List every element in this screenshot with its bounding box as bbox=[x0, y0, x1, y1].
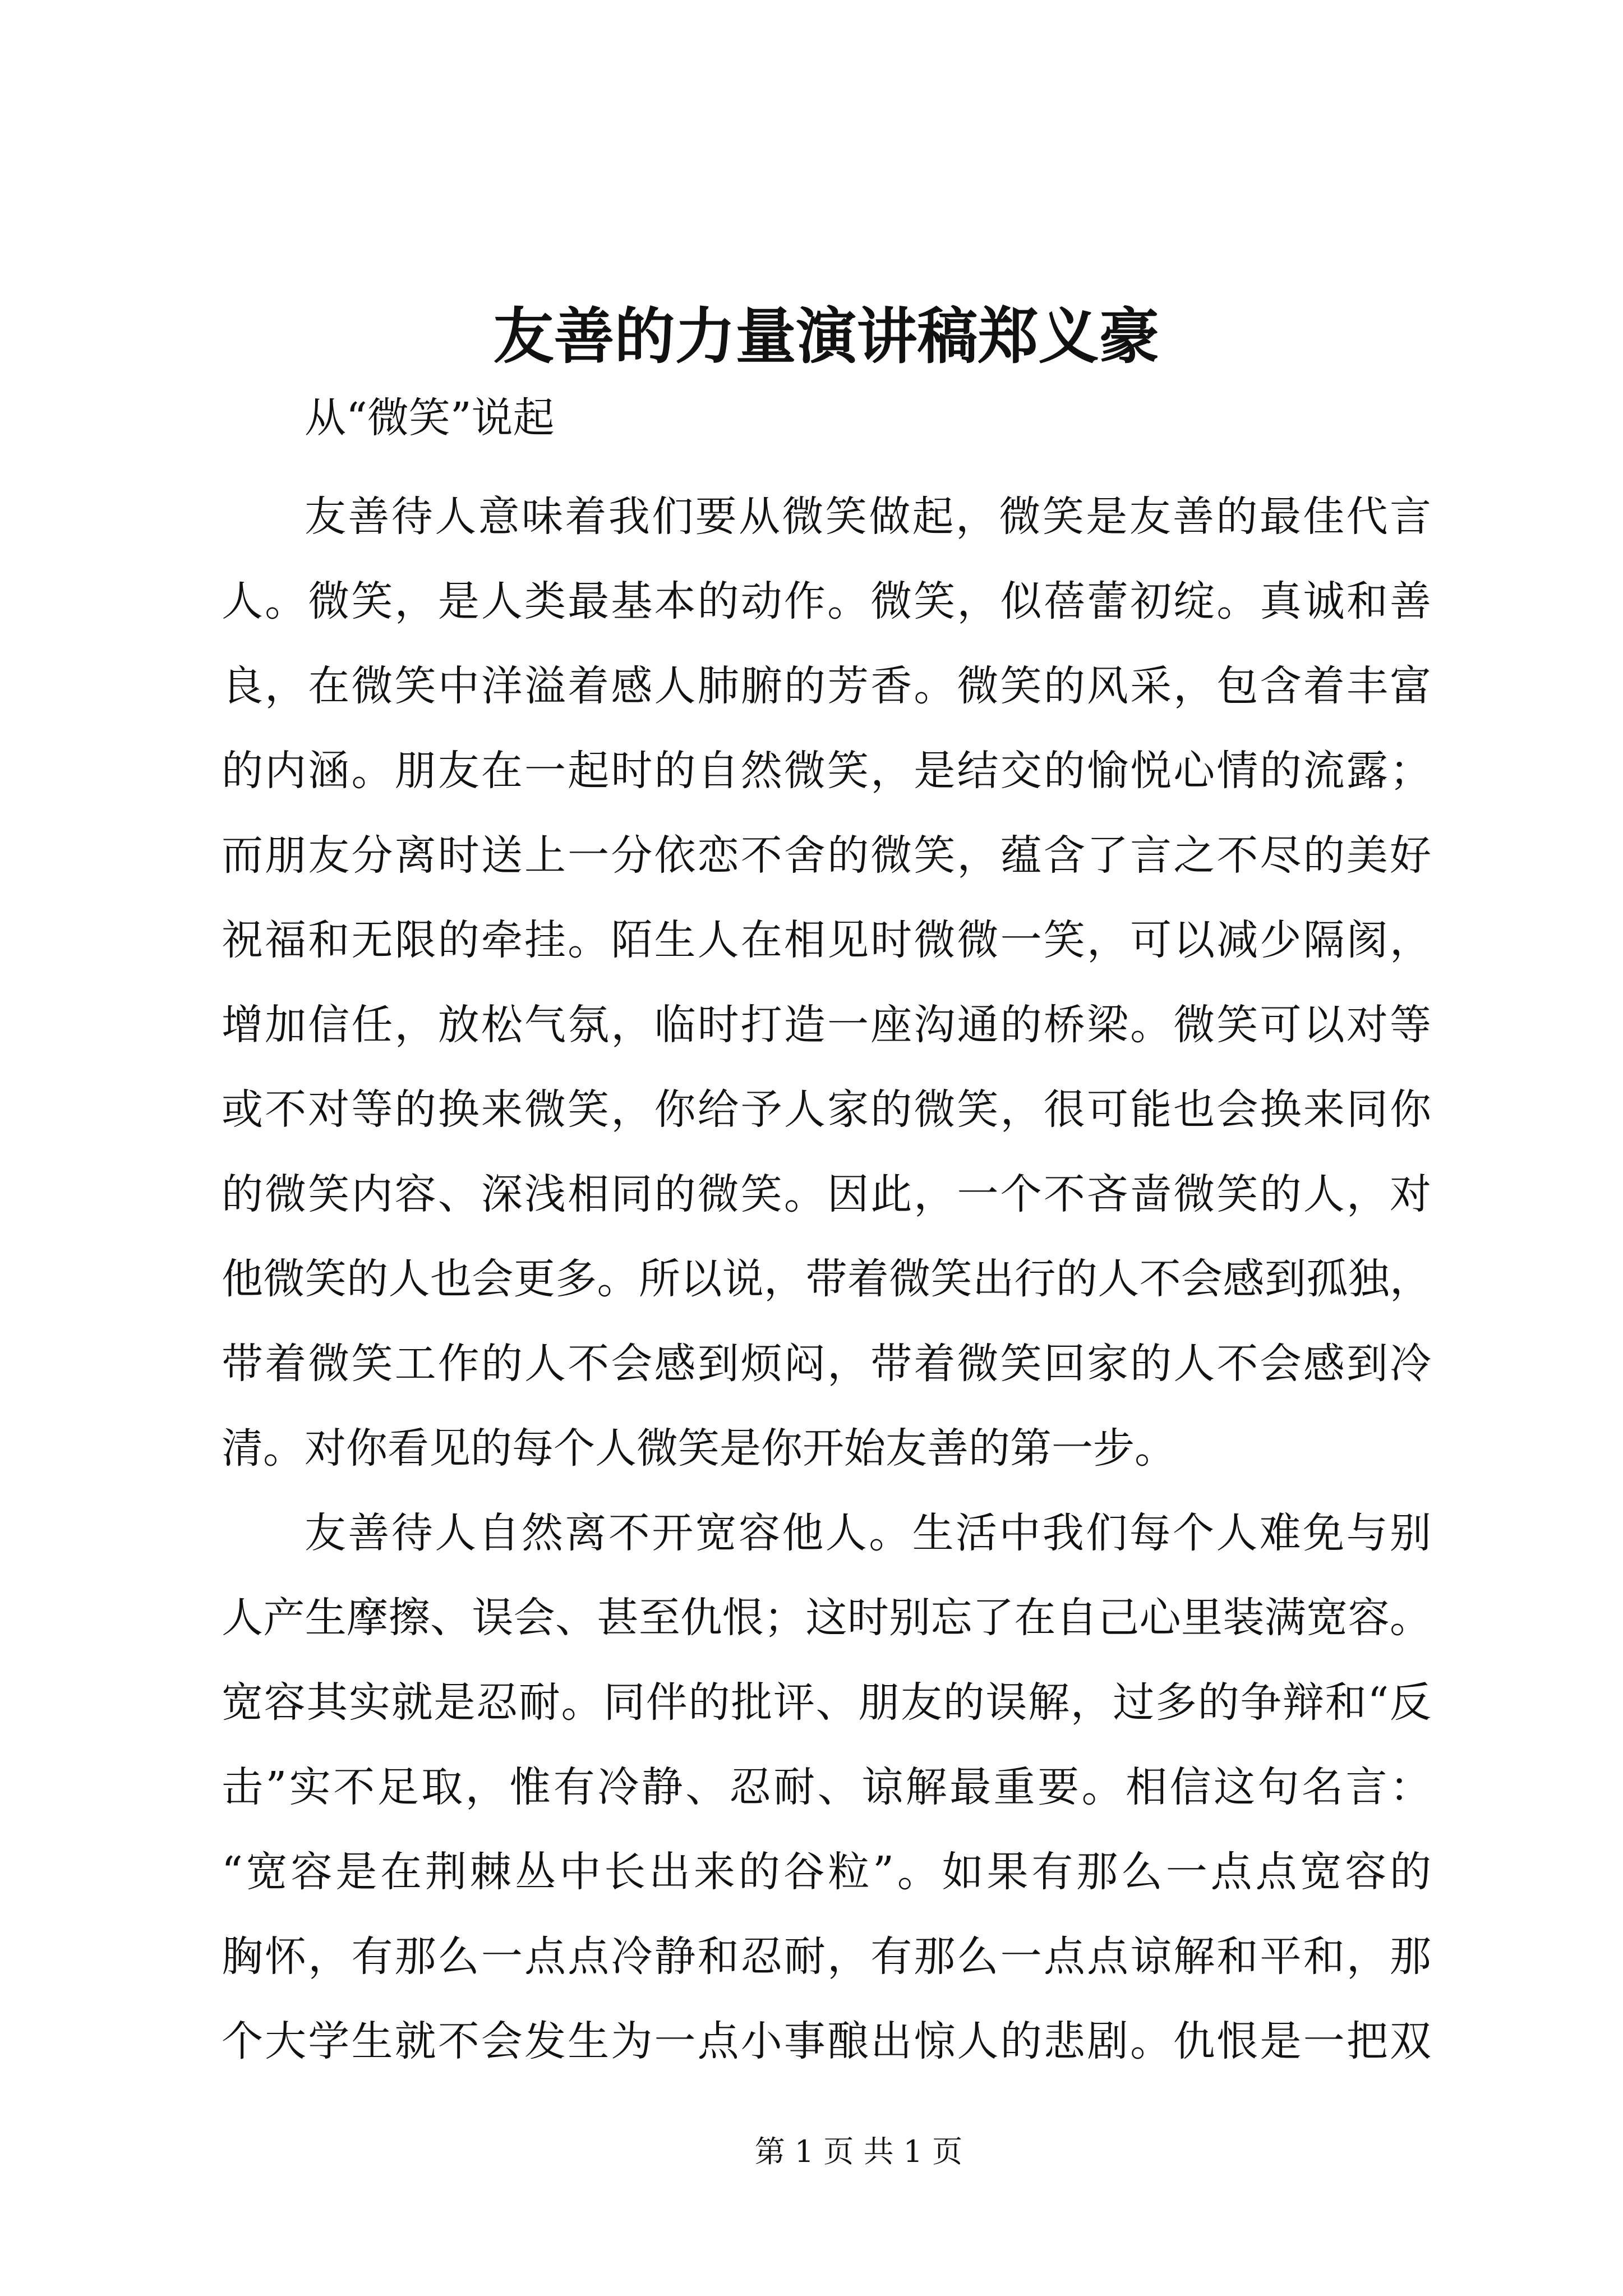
body-line: 他微笑的人也会更多。所以说，带着微笑出行的人不会感到孤独， bbox=[222, 1255, 1431, 1303]
body-line: 友善待人意味着我们要从微笑做起，微笑是友善的最佳代言 bbox=[305, 493, 1431, 541]
paragraph-1 bbox=[222, 475, 1431, 1491]
document-title: 友善的力量演讲稿郑义豪 bbox=[493, 303, 1160, 370]
body-line: 增加信任，放松气氛，临时打造一座沟通的桥梁。微笑可以对等 bbox=[222, 1001, 1431, 1049]
body-line: 人。微笑，是人类最基本的动作。微笑，似蓓蕾初绽。真诚和善 bbox=[222, 577, 1431, 625]
paragraph-2 bbox=[222, 1491, 1431, 2084]
body-line: 人产生摩擦、误会、甚至仇恨；这时别忘了在自己心里装满宽容。 bbox=[222, 1594, 1431, 1642]
body-line: 清。对你看见的每个人微笑是你开始友善的第一步。 bbox=[222, 1424, 1176, 1473]
body-line: 友善待人自然离不开宽容他人。生活中我们每个人难免与别 bbox=[305, 1509, 1431, 1557]
document-body bbox=[222, 376, 1431, 2084]
body-line: 良，在微笑中洋溢着感人肺腑的芳香。微笑的风采，包含着丰富 bbox=[222, 662, 1431, 710]
body-line: 胸怀，有那么一点点冷静和忍耐，有那么一点点谅解和平和，那 bbox=[222, 1932, 1431, 1981]
body-line: 的微笑内容、深浅相同的微笑。因此，一个不吝啬微笑的人，对 bbox=[222, 1170, 1431, 1218]
body-line: 击”实不足取，惟有冷静、忍耐、谅解最重要。相信这句名言： bbox=[222, 1763, 1431, 1811]
page-footer: 第 1 页 共 1 页 bbox=[754, 2134, 963, 2169]
body-line: 个大学生就不会发生为一点小事酿出惊人的悲剧。仇恨是一把双 bbox=[222, 2017, 1431, 2065]
section-heading: 从“微笑”说起 bbox=[305, 394, 555, 442]
body-line: 而朋友分离时送上一分依恋不舍的微笑，蕴含了言之不尽的美好 bbox=[222, 831, 1431, 880]
body-line: 的内涵。朋友在一起时的自然微笑，是结交的愉悦心情的流露； bbox=[222, 747, 1431, 795]
body-line: 或不对等的换来微笑，你给予人家的微笑，很可能也会换来同你 bbox=[222, 1085, 1431, 1134]
body-line: 宽容其实就是忍耐。同伴的批评、朋友的误解，过多的争辩和“反 bbox=[222, 1678, 1431, 1727]
body-line: “宽容是在荆棘丛中长出来的谷粒”。如果有那么一点点宽容的 bbox=[222, 1848, 1431, 1896]
body-line: 带着微笑工作的人不会感到烦闷，带着微笑回家的人不会感到冷 bbox=[222, 1340, 1431, 1388]
body-line: 祝福和无限的牵挂。陌生人在相见时微微一笑，可以减少隔阂， bbox=[222, 916, 1431, 964]
